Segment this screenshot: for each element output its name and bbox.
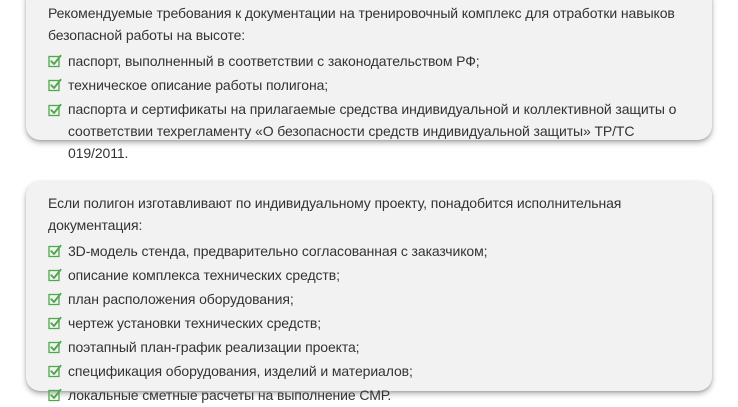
checkbox-check-icon: [48, 316, 62, 330]
list-item-text: план расположения оборудования;: [68, 291, 294, 307]
list-item: [48, 311, 692, 335]
section-intro: Рекомендуемые требования к документации на тренировочный комплекс для отработки навыков безопасной работы на высоте:: [48, 5, 675, 43]
list-item-text: описание комплекса технических средств;: [68, 267, 340, 283]
list-item-text: паспорт, выполненный в соответствии с законодательством РФ;: [68, 53, 480, 69]
documentation-requirements-card: [26, 0, 712, 161]
section-intro: Если полигон изготавливают по индивидуальному проекту, понадобится исполнительная документация:: [48, 195, 622, 233]
list-item: [48, 73, 692, 97]
list-item-text: локальные сметные расчеты на выполнение СМР.: [68, 387, 392, 403]
checkbox-check-icon: [48, 78, 62, 92]
list-item: [48, 49, 692, 73]
list-item-text: чертеж установки технических средств;: [68, 315, 322, 331]
checkbox-check-icon: [48, 103, 62, 117]
executive-docs-list: [48, 239, 692, 407]
list-item: [48, 239, 692, 263]
list-item-text: спецификация оборудования, изделий и материалов;: [68, 363, 413, 379]
list-item: [48, 335, 692, 359]
list-item: [48, 359, 692, 383]
list-item: [48, 98, 692, 164]
list-item-text: паспорта и сертификаты на прилагаемые средства индивидуальной и коллективной защиты о соответствии техрегламенту «О безопасности средств индивидуальной защиты» ТР/ТС 019/2011.: [68, 101, 677, 161]
list-item: [48, 263, 692, 287]
list-item-text: поэтапный план-график реализации проекта;: [68, 339, 360, 355]
checkbox-check-icon: [48, 340, 62, 354]
executive-documentation-card: [26, 181, 712, 403]
checkbox-check-icon: [48, 292, 62, 306]
list-item-text: техническое описание работы полигона;: [68, 77, 329, 93]
list-item: [48, 383, 692, 407]
checkbox-check-icon: [48, 364, 62, 378]
requirements-list: [48, 49, 692, 164]
list-item-text: 3D-модель стенда, предварительно согласованная с заказчиком;: [68, 243, 488, 259]
checkbox-check-icon: [48, 268, 62, 282]
list-item: [48, 287, 692, 311]
checkbox-check-icon: [48, 244, 62, 258]
checkbox-check-icon: [48, 54, 62, 68]
